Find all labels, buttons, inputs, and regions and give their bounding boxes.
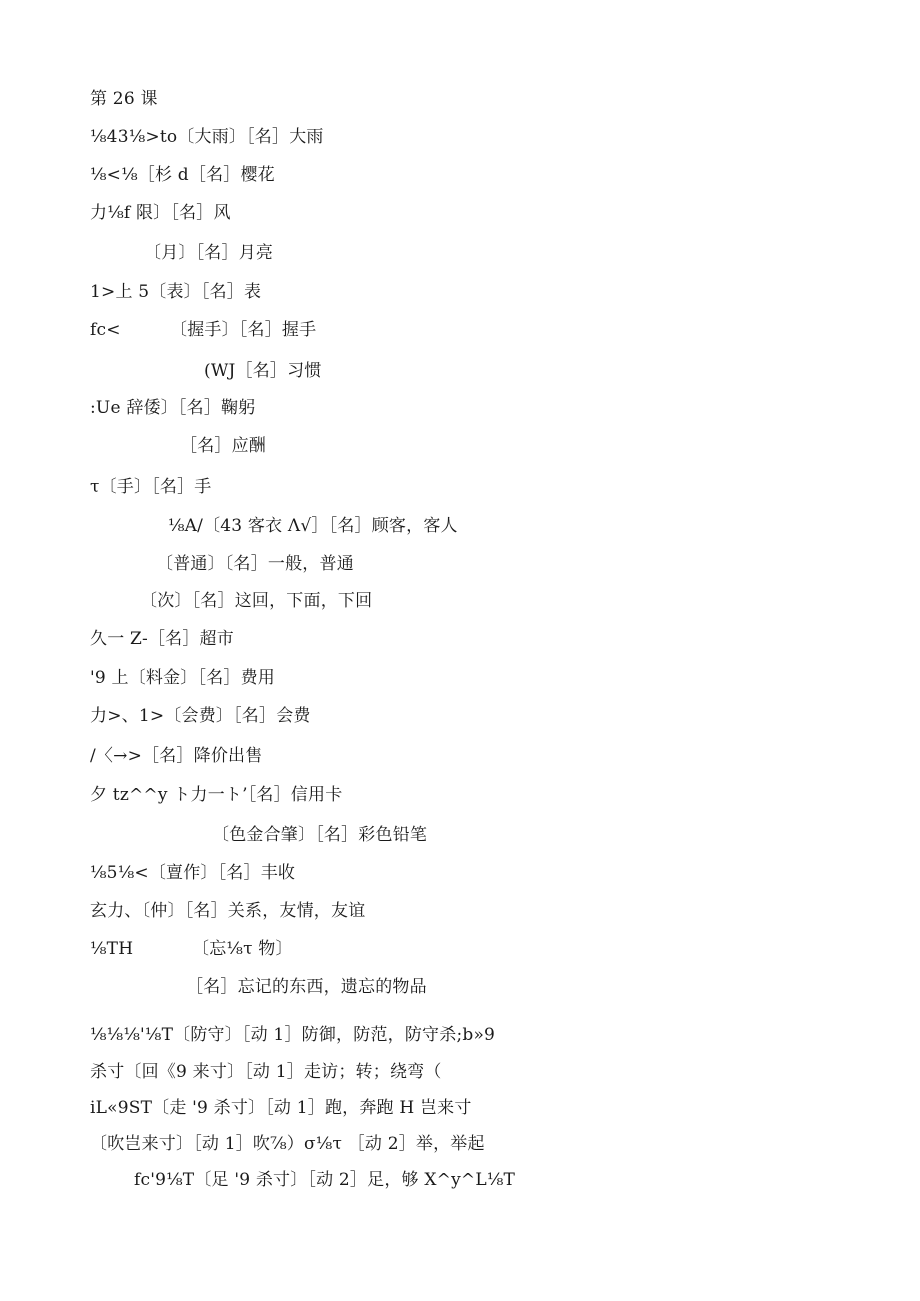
- vocab-line: (WJ［名］习惯: [204, 361, 322, 381]
- vocab-line: 杀寸〔回《9 来寸〕［动 1］走访；转；绕弯（: [90, 1062, 442, 1082]
- vocab-line: /〈→>［名］降价出售: [90, 746, 263, 766]
- vocab-line: ⅛<⅛［杉 d［名］樱花: [90, 165, 275, 185]
- vocab-line: fc<: [90, 320, 121, 340]
- lesson-heading: 第 26 课: [90, 89, 158, 109]
- vocab-line: 〔忘⅛τ 物〕: [192, 939, 293, 959]
- vocab-line: 力⅛f 限〕［名］风: [90, 203, 231, 223]
- vocab-line: ⅛A/〔43 客衣 Λ√］［名］顾客，客人: [168, 516, 458, 536]
- vocab-line: fc'9⅛T〔足 '9 杀寸〕［动 2］足，够 X^y^L⅛T: [134, 1170, 516, 1190]
- vocab-line: :Ue 辞倭〕［名］鞠躬: [90, 398, 256, 418]
- vocab-line: 玄力、〔仲〕［名］关系，友情，友谊: [90, 901, 366, 921]
- vocab-line: 久一 Z-［名］超市: [90, 629, 234, 649]
- vocab-line: 〔次〕［名］这回，下面，下回: [140, 591, 373, 611]
- vocab-line: ⅛43⅛>to〔大雨〕［名］大雨: [90, 127, 324, 147]
- vocab-line: 〔月〕［名］月亮: [144, 243, 274, 263]
- vocab-line: ［名］应酬: [180, 436, 266, 456]
- vocab-line: ［名］忘记的东西，遗忘的物品: [186, 977, 427, 997]
- vocab-line: 〔色金合肇〕［名］彩色铅笔: [212, 825, 428, 845]
- vocab-line: '9 上〔料金〕［名］费用: [90, 668, 275, 688]
- vocab-line: τ〔手〕［名］手: [90, 477, 212, 497]
- vocab-line: 力>、1>〔会费〕［名］会费: [90, 706, 311, 726]
- vocab-line: 〔吹岂来寸〕［动 1］吹⅞）σ⅛τ ［动 2］举，举起: [90, 1134, 485, 1154]
- vocab-line: 〔握手〕［名］握手: [170, 320, 317, 340]
- vocab-line: 1>上 5〔表〕［名］表: [90, 282, 262, 302]
- vocab-line: ⅛TH: [90, 939, 134, 959]
- vocab-line: ⅛5⅛<〔亶作〕［名］丰收: [90, 863, 296, 883]
- vocab-line: 夕 tz^^y ト力一ト’［名］信用卡: [90, 785, 343, 805]
- vocab-line: ⅛⅛⅛'⅛T〔防守〕［动 1］防御，防范，防守杀;b»9: [90, 1025, 496, 1045]
- vocab-line: iL«9ST〔走 '9 杀寸〕［动 1］跑，奔跑 H 岂来寸: [90, 1098, 472, 1118]
- vocab-line: 〔普通〕〔名］一般，普通: [156, 554, 354, 574]
